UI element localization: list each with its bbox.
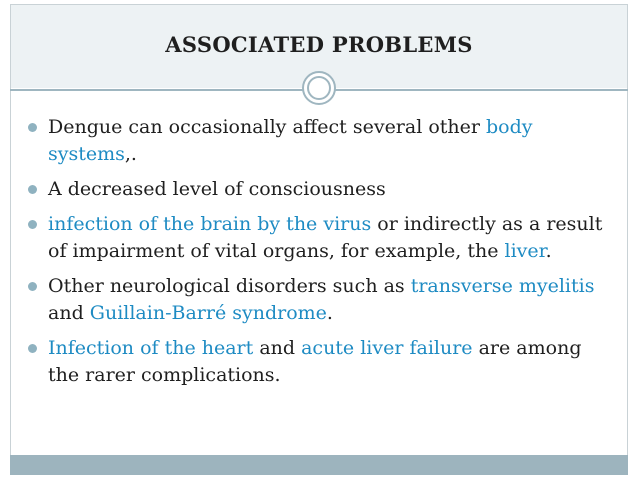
bullet-item <box>22 335 614 389</box>
link-infection-of-the-heart[interactable]: Infection of the heart <box>48 337 254 359</box>
bullet-dot-icon <box>28 220 37 229</box>
link-guillain-barre-syndrome[interactable]: Guillain-Barré syndrome <box>89 302 327 324</box>
bullet-dot-icon <box>28 344 37 353</box>
bullet-dot-icon <box>28 282 37 291</box>
bullet-item <box>22 176 614 203</box>
link-body-systems[interactable]: body systems <box>48 116 533 165</box>
bullet-text: or indirectly as a result of impairment of vital organs, for example, the <box>48 213 603 262</box>
link-infection-of-the-brain[interactable]: infection of the brain by the virus <box>48 213 372 235</box>
link-liver[interactable]: liver <box>504 240 546 262</box>
link-acute-liver-failure[interactable]: acute liver failure <box>301 337 473 359</box>
bullet-text: are among the rarer complications. <box>48 337 582 386</box>
bullet-dot-icon <box>28 123 37 132</box>
bullet-text: Dengue can occasionally affect several other <box>48 116 487 138</box>
footer-band <box>10 455 628 475</box>
bullet-item <box>22 114 614 168</box>
slide-title: ASSOCIATED PROBLEMS <box>165 32 473 57</box>
bullet-text: and <box>48 302 90 324</box>
bullet-text: ,. <box>124 143 137 165</box>
bullet-text: A decreased level of consciousness <box>48 178 386 200</box>
bullet-text: and <box>253 337 302 359</box>
bullet-item <box>22 211 614 265</box>
bullet-list <box>22 114 614 397</box>
link-transverse-myelitis[interactable]: transverse myelitis <box>410 275 595 297</box>
bullet-dot-icon <box>28 185 37 194</box>
bullet-text: . <box>326 302 333 324</box>
bullet-text: Other neurological disorders such as <box>48 275 411 297</box>
bullet-item <box>22 273 614 327</box>
divider-ring-inner-icon <box>307 76 331 100</box>
bullet-text: . <box>545 240 552 262</box>
